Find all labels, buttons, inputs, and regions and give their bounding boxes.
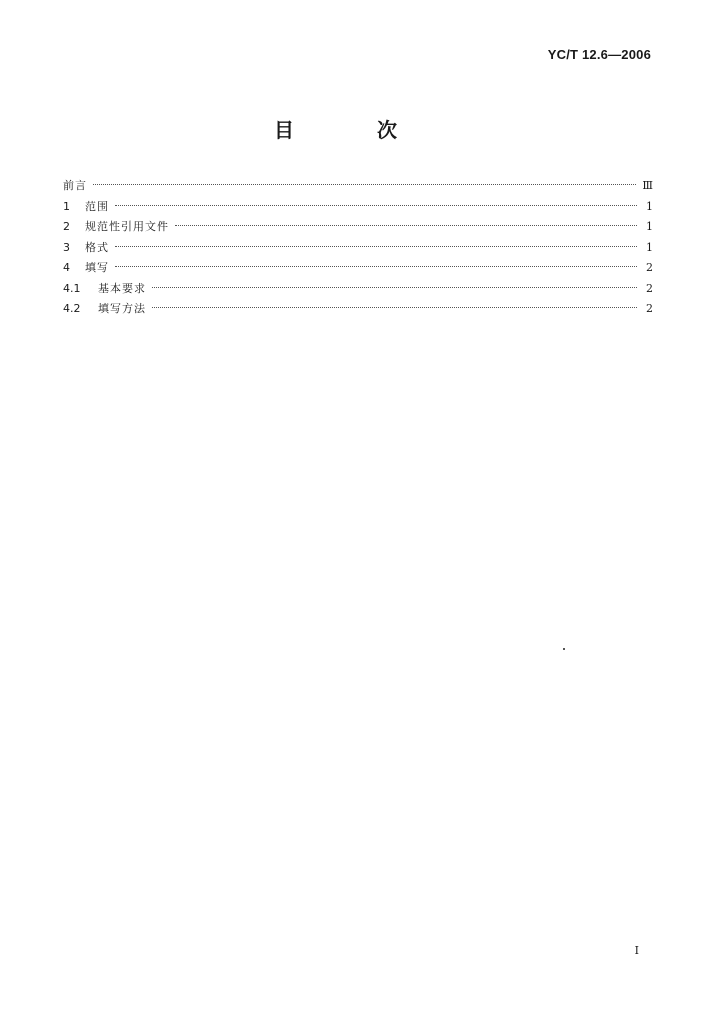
toc-entry-format[interactable] <box>63 238 653 259</box>
toc-entry-page: 1 <box>646 240 653 254</box>
toc-entry-number: 4.1 <box>63 281 81 295</box>
toc-entry-number: 1 <box>63 199 70 213</box>
toc-entry-normative-references[interactable] <box>63 217 653 238</box>
scan-speck <box>563 648 565 650</box>
table-of-contents <box>63 176 653 320</box>
toc-leader-dots <box>115 266 637 267</box>
toc-entry-text: 填写方法 <box>98 302 146 315</box>
page-number: I <box>634 944 639 957</box>
toc-entry-filling-method[interactable] <box>63 299 653 320</box>
standard-code: YC/T 12.6—2006 <box>547 47 651 62</box>
page-title: 目 次 <box>274 118 435 142</box>
toc-leader-dots <box>115 246 637 247</box>
toc-entry-page: 1 <box>646 199 653 213</box>
toc-entry-scope[interactable] <box>63 197 653 218</box>
toc-entry-text: 填写 <box>85 261 109 274</box>
toc-entry-number: 2 <box>63 220 70 233</box>
toc-entry-text: 前言 <box>63 179 87 192</box>
toc-leader-dots <box>115 205 637 206</box>
toc-entry-text: 基本要求 <box>98 281 146 295</box>
toc-leader-dots <box>152 307 637 308</box>
toc-entry-text: 范围 <box>85 199 109 213</box>
toc-leader-dots <box>175 225 637 226</box>
toc-entry-text: 格式 <box>85 240 109 254</box>
toc-entry-filling[interactable] <box>63 258 653 279</box>
toc-entry-page: 1 <box>646 220 653 233</box>
toc-entry-foreword[interactable] <box>63 176 653 197</box>
toc-entry-page: 2 <box>646 302 653 315</box>
toc-leader-dots <box>152 287 637 288</box>
toc-entry-text: 规范性引用文件 <box>85 220 169 233</box>
toc-entry-page: 2 <box>646 281 653 295</box>
toc-entry-page: 2 <box>646 261 653 274</box>
toc-entry-number: 4 <box>63 261 70 274</box>
toc-entry-page: Ⅲ <box>642 179 653 192</box>
toc-entry-number: 3 <box>63 240 70 254</box>
toc-entry-basic-requirements[interactable] <box>63 279 653 300</box>
toc-entry-number: 4.2 <box>63 302 81 315</box>
toc-leader-dots <box>93 184 636 185</box>
